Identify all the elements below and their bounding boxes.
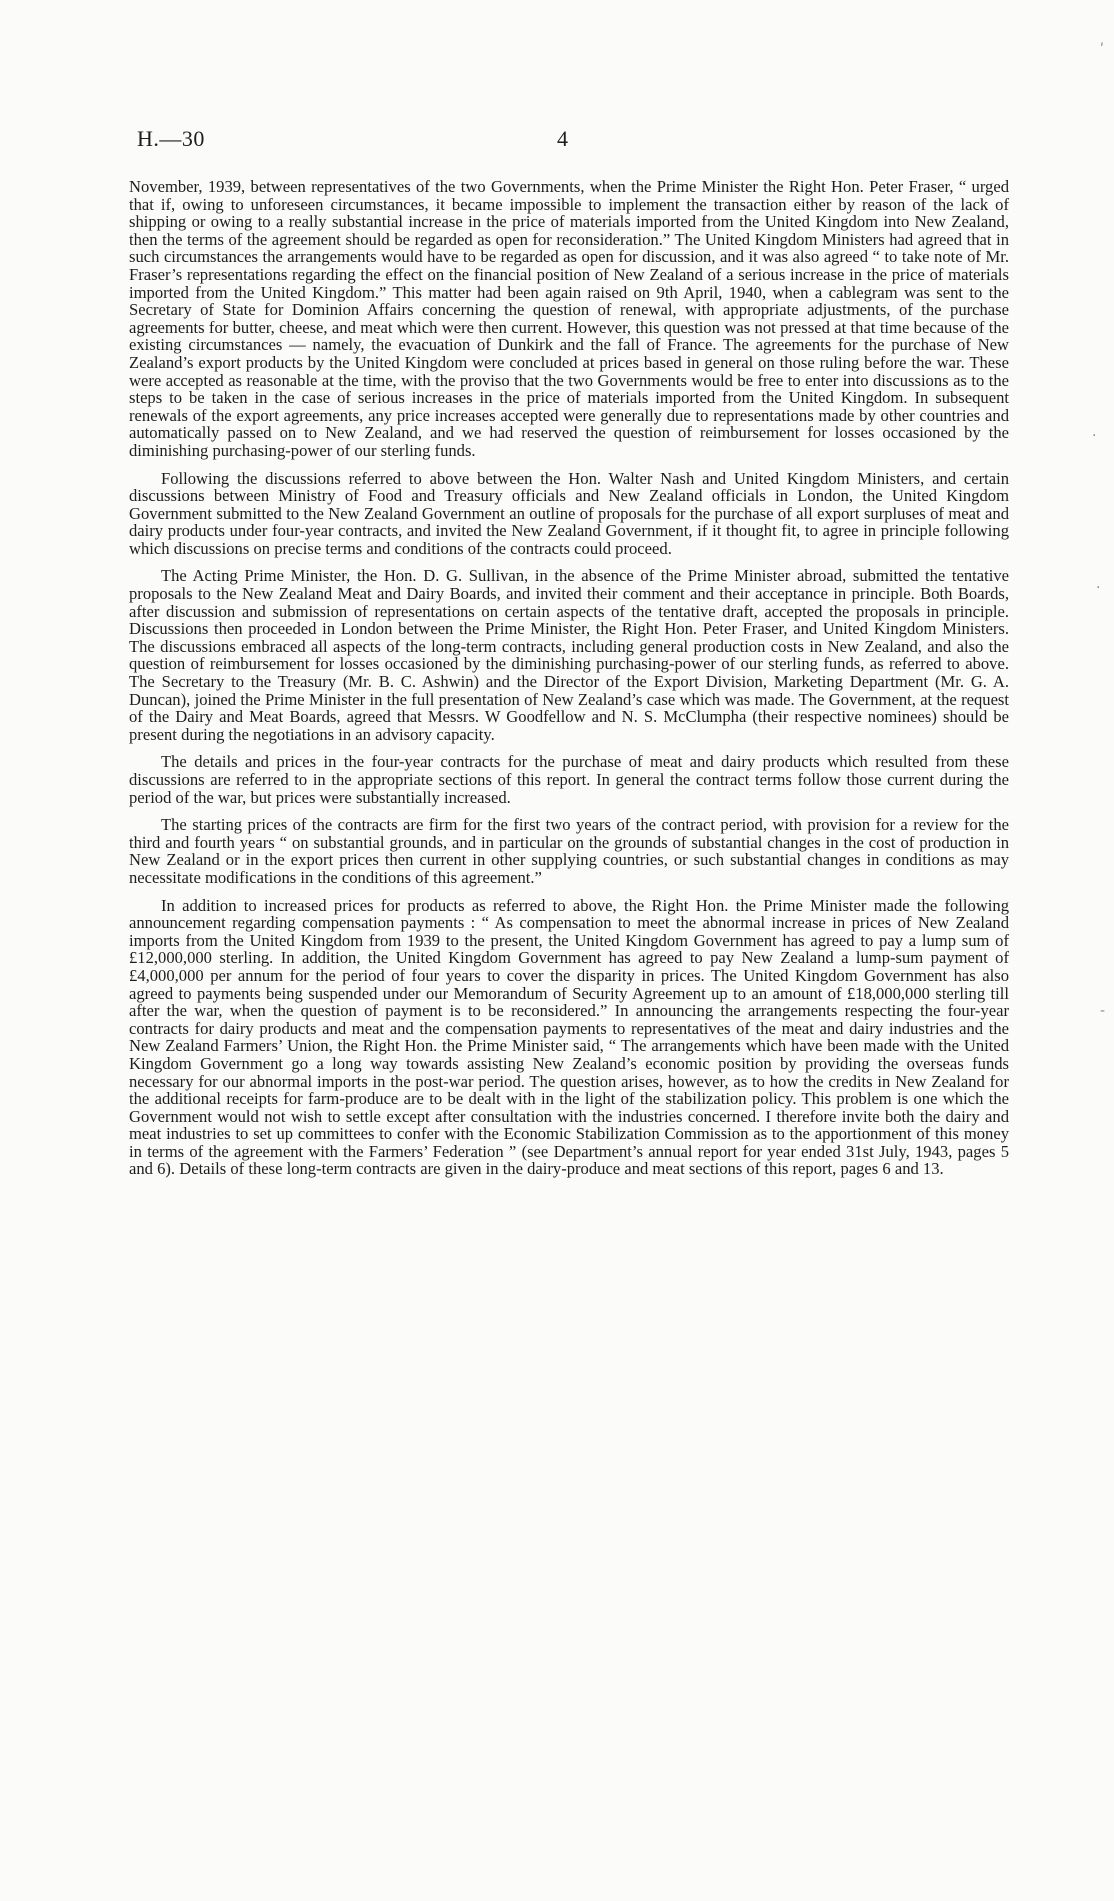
scan-artifact-mark: · [1096, 580, 1101, 596]
paragraph: The starting prices of the contracts are firm for the first two years of the contract period, with provision for a review for the third and fourth years “ on substantial grounds, and in particular on the grounds of substantial changes in the cost of production in New Zealand or in the export prices then current in other supplying countries, or such substantial changes in conditions as may necessitate modifications in the conditions of this agreement.” [129, 815, 1009, 887]
paragraph: In addition to increased prices for products as referred to above, the Right Hon. the Prime Minister made the following announcement regarding compensation payments : “ As compensation to meet the abnormal increase in prices of New Zealand imports from the United Kingdom from 1939 to the present, the United Kingdom Government has agreed to pay a lump sum of £12,000,000 sterling. In addition, the United Kingdom Government has agreed to pay New Zealand a lump-sum payment of £4,000,000 per annum for the period of four years to cover the disparity in prices. The United Kingdom Government has also agreed to payments being suspended under our Memorandum of Security Agreement up to an amount of £18,000,000 sterling till after the war, when the question of payment is to be reconsidered.” In announcing the arrangements respecting the four-year contracts for dairy products and meat and the compensation payments to representatives of the meat and dairy industries and the New Zealand Farmers’ Union, the Right Hon. the Prime Minister said, “ The arrangements which have been made with the United Kingdom Government go a long way towards assisting New Zealand’s economic position by providing the overseas funds necessary for our abnormal imports in the post-war period. The question arises, however, as to how the credits in New Zealand for the additional receipts for farm-produce are to be dealt with in the light of the stabilization policy. This problem is one which the Government would not wish to settle except after consultation with the industries concerned. I therefore invite both the dairy and meat industries to set up committees to confer with the Economic Stabilization Commission as to the apportionment of this money in terms of the agreement with the Farmers’ Federation ” (see Department’s annual report for year ended 31st July, 1943, pages 5 and 6). Details of these long-term contracts are given in the dairy-produce and meat sections of this report, pages 6 and 13. [129, 895, 1009, 1179]
paragraph: The details and prices in the four-year contracts for the purchase of meat and dairy products which resulted from these discussions are referred to in the appropriate sections of this report. In general the contract terms follow those current during the period of the war, but prices were substantially increased. [129, 752, 1009, 807]
paragraph: Following the discussions referred to above between the Hon. Walter Nash and United Kingdom Ministers, and certain discussions between Ministry of Food and Treasury officials and New Zealand officials in London, the United Kingdom Government submitted to the New Zealand Government an outline of proposals for the purchase of all export surpluses of meat and dairy products under four-year contracts, and invited the New Zealand Government, if it thought fit, to agree in principle following which discussions on precise terms and conditions of the contracts could proceed. [129, 468, 1009, 558]
paragraph: The Acting Prime Minister, the Hon. D. G. Sullivan, in the absence of the Prime Minister abroad, submitted the tentative proposals to the New Zealand Meat and Dairy Boards, and invited their comment and their acceptance in principle. Both Boards, after discussion and submission of representations on certain aspects of the tentative draft, accepted the proposals in principle. Discussions then proceeded in London between the Prime Minister, the Right Hon. Peter Fraser, and United Kingdom Ministers. The discussions embraced all aspects of the long-term contracts, including general production costs in New Zealand, and also the question of reimbursement for losses occasioned by the diminishing purchasing-power of our sterling funds, as referred to above. The Secretary to the Treasury (Mr. B. C. Ashwin) and the Director of the Export Division, Marketing Department (Mr. G. A. Duncan), joined the Prime Minister in the full presentation of New Zealand’s case which was made. The Government, at the request of the Dairy and Meat Boards, agreed that Messrs. W Goodfellow and N. S. McClumpha (their respective nominees) should be present during the negotiations in an advisory capacity. [129, 566, 1009, 744]
body-text [129, 178, 1009, 1188]
scan-artifact-mark: ʹ [1100, 42, 1104, 58]
scan-artifact-mark: - [1100, 1003, 1106, 1019]
page-number: 4 [557, 126, 568, 151]
scan-artifact-mark: · [1092, 428, 1097, 444]
document-reference: H.—30 [137, 126, 205, 151]
page-header [137, 126, 1005, 156]
paragraph-continued: November, 1939, between representatives of the two Governments, when the Prime Minister the Right Hon. Peter Fraser, “ urged that if, owing to unforeseen circumstances, it became impossible to implement the transaction either by reason of the lack of shipping or owing to a really substantial increase in the price of materials imported from the United Kingdom into New Zealand, then the terms of the agreement should be regarded as open for reconsideration.” The United Kingdom Ministers had agreed that in such circumstances the arrangements would have to be regarded as open for discussion, and it was also agreed “ to take note of Mr. Fraser’s representations regarding the effect on the financial position of New Zealand of a serious increase in the price of materials imported from the United Kingdom.” This matter had been again raised on 9th April, 1940, when a cablegram was sent to the Secretary of State for Dominion Affairs concerning the question of renewal, with appropriate adjustments, of the purchase agreements for butter, cheese, and meat which were then current. However, this question was not pressed at that time because of the existing circumstances — namely, the evacuation of Dunkirk and the fall of France. The agreements for the purchase of New Zealand’s export products by the United Kingdom were concluded at prices based in general on those ruling before the war. These were accepted as reasonable at the time, with the proviso that the two Governments would be free to enter into discussions as to the steps to be taken in the case of serious increases in the price of materials imported from the United Kingdom. In subsequent renewals of the export agreements, any price increases accepted were generally due to representations made by other countries and automatically passed on to New Zealand, and we had reserved the question of reimbursement for losses occasioned by the diminishing purchasing-power of our sterling funds. [129, 177, 1009, 460]
